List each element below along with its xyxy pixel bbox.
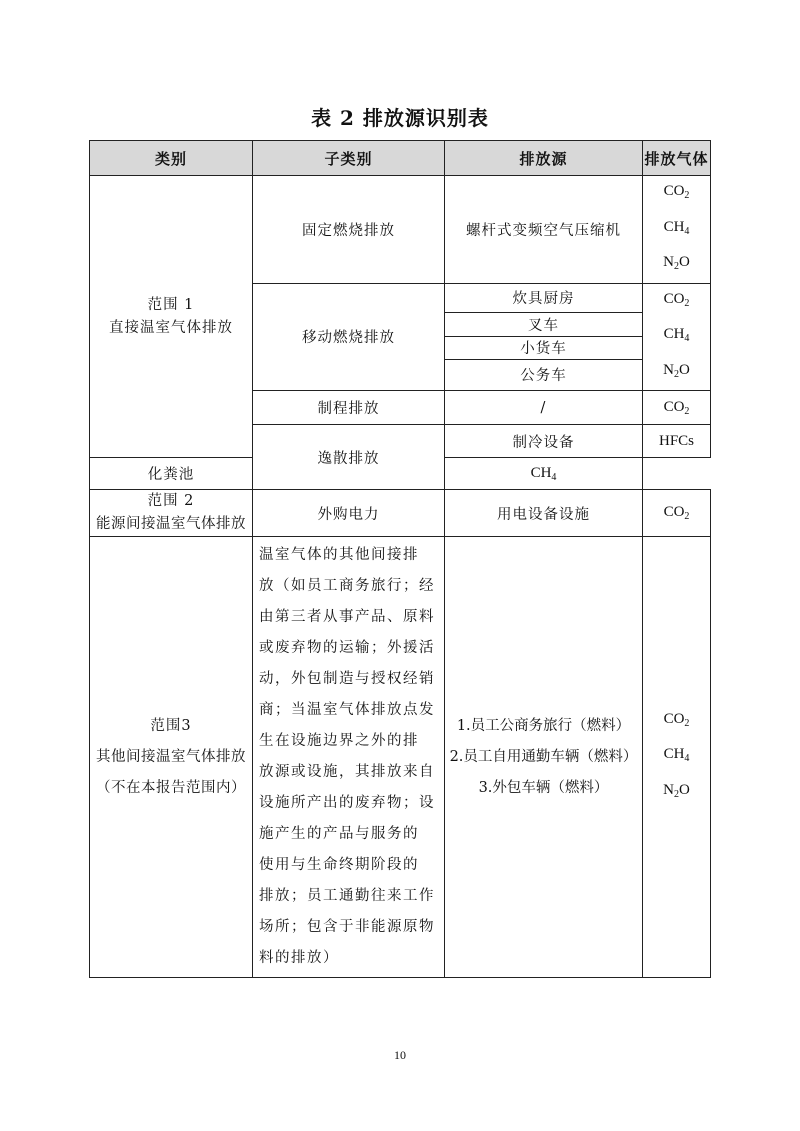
table-row: [90, 490, 711, 537]
fugitive-gas-hfcs: HFCs: [643, 425, 711, 458]
fugitive-source-refrigeration: 制冷设备: [445, 425, 643, 458]
scope2-gas: $CO_2$: [643, 490, 711, 537]
scope3-desc: 其他间接温室气体排放: [96, 748, 246, 765]
fixed-combustion-gases: [643, 176, 711, 284]
scope3-sources: [445, 537, 643, 978]
gas-ch4: $CH_4$: [663, 746, 690, 765]
scope2-desc: 能源间接温室气体排放: [96, 516, 246, 532]
scope2-sub: 外购电力: [253, 490, 445, 537]
gas-co2: $CO_2$: [663, 710, 690, 729]
emission-source-table: [89, 140, 711, 978]
scope1-label: 范围 1: [147, 296, 195, 313]
mobile-combustion-gases: [643, 283, 711, 391]
header-category: 类别: [90, 141, 253, 176]
fugitive-gas-ch4: $CH_4$: [445, 458, 643, 490]
header-subcategory: 子类别: [253, 141, 445, 176]
scope3-sub-line: 排放；员工通勤往来工作: [259, 888, 435, 904]
scope3-sub-line: 料的排放）: [259, 950, 339, 966]
mobile-source-official-car: 公务车: [445, 359, 643, 390]
scope3-sub-line: 温室气体的其他间接排: [259, 547, 419, 563]
mobile-source-van: 小货车: [445, 336, 643, 359]
page-number: 10: [394, 1048, 406, 1062]
scope3-sub-line: 或废弃物的运输；外援活: [259, 640, 435, 656]
scope3-source-item: 3.外包车辆（燃料）: [478, 779, 609, 796]
gas-co2: $CO_2$: [663, 183, 690, 201]
fixed-combustion-source: 螺杆式变频空气压缩机: [445, 176, 643, 284]
scope2-source: 用电设备设施: [445, 490, 643, 537]
scope1-desc: 直接温室气体排放: [109, 319, 233, 336]
scope3-sub-line: 生在设施边界之外的排: [259, 733, 419, 749]
table-title: 表 2 排放源识别表: [311, 106, 489, 130]
scope3-sub-line: 动，外包制造与授权经销: [259, 671, 435, 687]
scope3-gases: [643, 537, 711, 978]
scope3-sub-line: 设施所产出的废弃物；设: [259, 795, 435, 811]
table-row: [90, 537, 711, 978]
scope3-sub-line: 放（如员工商务旅行；经: [259, 578, 435, 594]
fugitive-emission-sub: 逸散排放: [253, 425, 445, 490]
scope3-sub-line: 由第三者从事产品、原料: [259, 609, 435, 625]
scope3-sub-line: 施产生的产品与服务的: [259, 826, 419, 842]
header-row: [90, 141, 711, 176]
scope3-source-item: 2.员工自用通勤车辆（燃料）: [449, 748, 638, 765]
header-gas: 排放气体: [643, 141, 711, 176]
header-source: 排放源: [445, 141, 643, 176]
gas-n2o: $N_2O$: [663, 781, 690, 800]
scope3-label: 范围3: [150, 717, 192, 734]
scope3-sub-line: 场所；包含于非能源原物: [259, 919, 435, 935]
scope2-label: 范围 2: [147, 493, 195, 509]
mobile-source-forklift: 叉车: [445, 312, 643, 336]
gas-n2o: $N_2O$: [663, 361, 690, 380]
table-row: [90, 176, 711, 284]
fugitive-source-septic: 化粪池: [90, 458, 253, 490]
gas-ch4: $CH_4$: [663, 326, 690, 344]
process-emission-source: /: [445, 391, 643, 425]
mobile-combustion-sub: 移动燃烧排放: [253, 283, 445, 391]
gas-n2o: $N_2O$: [663, 254, 690, 272]
process-emission-sub: 制程排放: [253, 391, 445, 425]
scope3-note: （不在本报告范围内）: [96, 779, 246, 796]
scope3-sub-line: 商；当温室气体排放点发: [259, 702, 435, 718]
scope3-category: [90, 537, 253, 978]
scope3-sub: [253, 537, 445, 978]
fixed-combustion-sub: 固定燃烧排放: [253, 176, 445, 284]
scope3-sub-line: 使用与生命终期阶段的: [259, 857, 419, 873]
gas-co2: $CO_2$: [663, 290, 690, 309]
gas-ch4: $CH_4$: [663, 218, 690, 237]
mobile-source-kitchen: 炊具厨房: [445, 283, 643, 312]
scope1-category: [90, 176, 253, 458]
process-emission-gas: $CO_2$: [643, 391, 711, 425]
scope3-source-item: 1.员工公商务旅行（燃料）: [456, 717, 631, 734]
scope2-category: [90, 490, 253, 537]
scope3-sub-line: 放源或设施，其排放来自: [259, 764, 435, 780]
